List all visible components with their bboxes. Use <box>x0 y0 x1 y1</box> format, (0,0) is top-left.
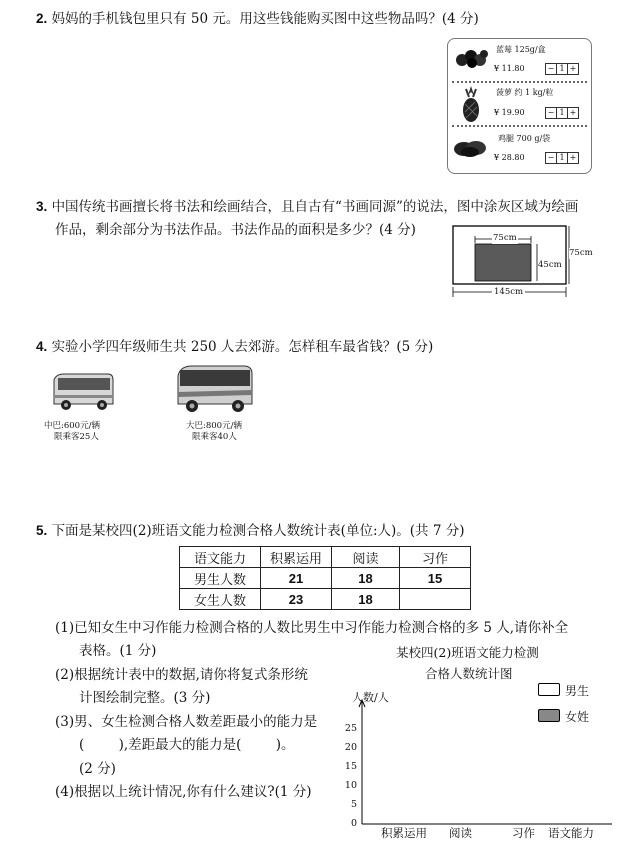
y-tick: 20 <box>344 742 357 753</box>
product-row-blueberry <box>448 39 591 83</box>
table-header: 语文能力 <box>180 547 261 568</box>
coach-capacity: 限乘客40人 <box>192 432 237 442</box>
q5-prompt <box>36 520 464 542</box>
minibus-icon <box>50 370 116 414</box>
q5-number: 5. <box>36 523 48 538</box>
q5-sub4: (4)根据以上统计情况,你有什么建议?(1 分) <box>55 784 312 800</box>
legend-label-girls: 女姓 <box>565 710 590 724</box>
minus-button[interactable]: − <box>545 63 557 75</box>
product-price: ¥ 19.90 <box>494 108 525 117</box>
table-cell: 女生人数 <box>180 589 261 610</box>
table-cell: 18 <box>332 568 400 589</box>
pineapple-icon <box>460 85 482 123</box>
chart-ylabel: 人数/人 <box>352 691 389 704</box>
x-category: 语文能力 <box>548 826 594 840</box>
product-name: 鸡腿 700 g/袋 <box>498 134 551 143</box>
minus-button[interactable]: − <box>545 152 557 164</box>
stats-table <box>179 546 471 610</box>
q3-line1: 中国传统书画擅长将书法和绘画结合，且自古有“书画同源”的说法，图中涂灰区域为绘画 <box>51 199 579 215</box>
chart-axes <box>340 698 615 828</box>
y-tick: 15 <box>344 761 357 772</box>
quantity-stepper[interactable] <box>546 152 579 164</box>
minibus-price: 中巴:600元/辆 <box>44 421 100 431</box>
coach-price: 大巴:800元/辆 <box>186 421 242 431</box>
table-header: 积累运用 <box>261 547 332 568</box>
plus-button[interactable]: + <box>567 107 579 119</box>
chicken-leg-icon <box>452 136 488 160</box>
table-row <box>180 589 471 610</box>
legend-swatch-boys <box>538 683 560 696</box>
y-tick: 5 <box>350 799 357 810</box>
q5-text: 下面是某校四(2)班语文能力检测合格人数统计表(单位:人)。(共 7 分) <box>51 523 465 539</box>
quantity-stepper[interactable] <box>546 63 579 75</box>
x-category: 阅读 <box>449 826 472 840</box>
q4-prompt <box>36 336 433 358</box>
table-cell: 男生人数 <box>180 568 261 589</box>
q2-number: 2. <box>36 11 48 26</box>
table-cell: 18 <box>332 589 400 610</box>
dim-inner-width: 75cm <box>493 233 517 243</box>
quantity-value: 1 <box>556 152 568 164</box>
shopping-panel <box>447 38 592 174</box>
blueberry-icon <box>454 48 490 68</box>
q2-prompt <box>36 8 479 30</box>
y-tick: 10 <box>344 780 357 791</box>
product-row-pineapple <box>448 83 591 127</box>
q5-sub2-line2: 计图绘制完整。(3 分) <box>79 690 211 706</box>
legend-label-boys: 男生 <box>565 684 590 698</box>
x-category: 习作 <box>512 826 535 840</box>
dim-outer-height: 75cm <box>569 248 593 258</box>
table-row <box>180 568 471 589</box>
q5-sub1-line2: 表格。(1 分) <box>79 643 157 659</box>
product-price: ¥ 11.80 <box>494 64 525 73</box>
answer-cell[interactable] <box>400 589 471 610</box>
q2-text: 妈妈的手机钱包里只有 50 元。用这些钱能购买图中这些物品吗？(4 分) <box>51 11 479 27</box>
y-tick: 0 <box>350 818 357 829</box>
q5-sub2-line1: (2)根据统计表中的数据,请你将复式条形统 <box>55 667 308 683</box>
q5-sub3-line1: (3)男、女生检测合格人数差距最小的能力是 <box>55 714 318 730</box>
plus-button[interactable]: + <box>567 152 579 164</box>
q3-number: 3. <box>36 199 48 214</box>
y-tick: 25 <box>344 723 357 734</box>
minibus-capacity: 限乘客25人 <box>54 432 99 442</box>
table-row <box>180 547 471 568</box>
q3-prompt <box>36 196 578 218</box>
table-header: 阅读 <box>332 547 400 568</box>
q5-sub3-line2: ( ),差距最大的能力是( )。 <box>79 737 295 753</box>
quantity-stepper[interactable] <box>546 107 579 119</box>
coach-bus-icon <box>172 362 256 416</box>
table-header: 习作 <box>400 547 471 568</box>
q4-number: 4. <box>36 339 48 354</box>
q4-text: 实验小学四年级师生共 250 人去郊游。怎样租车最省钱？(5 分) <box>51 339 434 355</box>
table-cell: 21 <box>261 568 332 589</box>
quantity-value: 1 <box>556 63 568 75</box>
chart-title: 某校四(2)班语文能力检测 <box>396 645 539 660</box>
q5-sub1-line1: (1)已知女生中习作能力检测合格的人数比男生中习作能力检测合格的多 5 人,请你补全 <box>55 620 569 636</box>
q3-line2: 作品，剩余部分为书法作品。书法作品的面积是多少？(4 分) <box>55 222 416 238</box>
product-name: 菠萝 约 1 kg/粒 <box>496 88 554 97</box>
minus-button[interactable]: − <box>545 107 557 119</box>
painting-diagram <box>448 224 598 304</box>
product-row-chicken <box>448 127 591 171</box>
table-cell: 23 <box>261 589 332 610</box>
dim-outer-width: 145cm <box>494 287 524 297</box>
quantity-value: 1 <box>556 107 568 119</box>
dim-inner-height: 45cm <box>538 260 562 270</box>
q5-sub3-line3: (2 分) <box>79 761 116 777</box>
plus-button[interactable]: + <box>567 63 579 75</box>
chart-subtitle: 合格人数统计图 <box>425 666 513 681</box>
x-category: 积累运用 <box>381 826 427 840</box>
product-name: 蓝莓 125g/盒 <box>496 45 546 54</box>
table-cell: 15 <box>400 568 471 589</box>
product-price: ¥ 28.80 <box>494 153 525 162</box>
